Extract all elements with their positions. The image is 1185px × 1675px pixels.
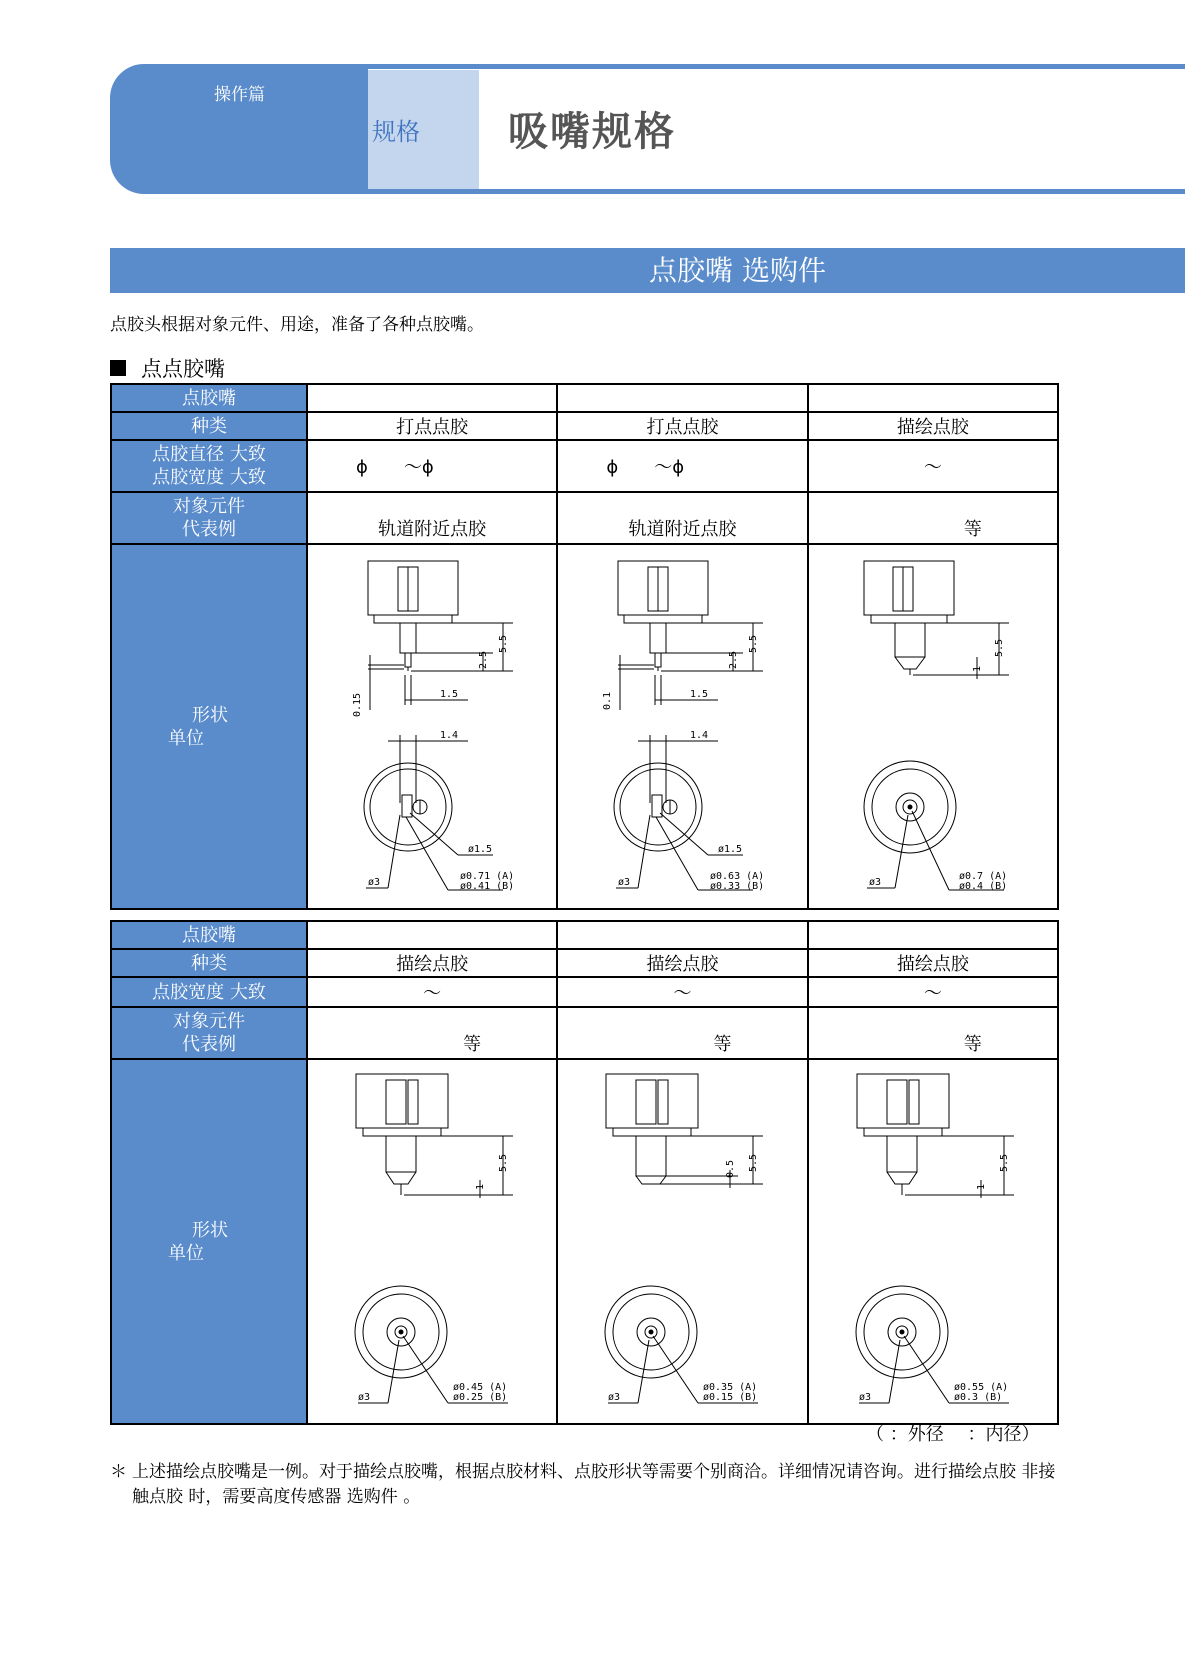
dim-height2: 2.5 (728, 650, 740, 669)
size-cell: ～ (808, 440, 1058, 492)
dim-d1: ø1.5 (718, 844, 743, 855)
dim-tip: 0.15 (352, 692, 363, 717)
dim-height: 5.5 (748, 634, 760, 653)
dim-height2: 2.5 (478, 650, 489, 669)
size-cell: ϕ ～ϕ (307, 440, 557, 492)
dim-inner: ø0.25 (B) (453, 1392, 508, 1403)
footnote-marker: ＊ (110, 1462, 127, 1482)
dim-outer: ø0.45 (A) (453, 1382, 508, 1393)
label-shape-line2: 单位 (168, 727, 204, 749)
nozzle-name-cell (808, 921, 1058, 949)
nozzle-drawing (308, 1060, 558, 1418)
target-cell: 等 (808, 1007, 1058, 1059)
nozzle-name-cell (307, 384, 557, 412)
nozzle-drawing-cell (307, 1059, 557, 1424)
target-cell: 等 (808, 492, 1058, 544)
nozzle-drawing-cell (307, 544, 557, 909)
nozzle-drawing-cell (557, 1059, 807, 1424)
kind-cell: 打点点胶 (307, 412, 557, 440)
target-cell: 等 (557, 1007, 807, 1059)
nozzle-name-cell (557, 921, 807, 949)
label-target-line2: 代表例 (182, 1034, 236, 1055)
nozzle-table-1 (110, 383, 1059, 910)
target-cell: 等 (307, 1007, 557, 1059)
dim-height2: 1 (975, 1183, 987, 1190)
dim-height: 5.5 (498, 1153, 509, 1172)
label-target (111, 492, 307, 544)
dim-height: 5.5 (498, 634, 509, 653)
label-diameter: 点胶直径 大致 (152, 444, 266, 465)
label-shape (111, 544, 307, 909)
label-target (111, 1007, 307, 1059)
dim-height2: 0.5 (725, 1159, 737, 1178)
header-category: 规格 (372, 118, 420, 146)
label-diameter-width (111, 440, 307, 492)
dim-width: 1.5 (440, 689, 459, 700)
page-title: 吸嘴规格 (508, 109, 676, 155)
label-width: 点胶宽度 大致 (152, 467, 266, 488)
size-cell: ～ (557, 977, 807, 1007)
square-bullet-icon (110, 360, 126, 376)
footnote (110, 1460, 1070, 1510)
dim-base: ø3 (858, 1392, 871, 1403)
nozzle-drawing-cell (557, 544, 807, 909)
dim-height2: 1 (971, 665, 983, 672)
size-cell: ～ (307, 977, 557, 1007)
nozzle-drawing (558, 545, 808, 903)
kind-cell: 打点点胶 (557, 412, 807, 440)
dim-width: 1.5 (690, 689, 709, 700)
nozzle-name-cell (557, 384, 807, 412)
dim-inner: ø0.15 (B) (703, 1392, 758, 1403)
nozzle-drawing-cell (808, 1059, 1058, 1424)
dim-outer: ø0.35 (A) (703, 1382, 758, 1393)
dim-height: 5.5 (993, 638, 1005, 657)
kind-cell: 描绘点胶 (307, 949, 557, 977)
dim-inner: ø0.3 (B) (953, 1392, 1002, 1403)
dim-height: 5.5 (998, 1153, 1010, 1172)
size-cell: ϕ ～ϕ (557, 440, 807, 492)
kind-cell: 描绘点胶 (557, 949, 807, 977)
size-cell: ～ (808, 977, 1058, 1007)
legend: （ ：外径 ：内径） (866, 1424, 1040, 1445)
dim-outer: ø0.63 (A) (710, 871, 765, 882)
dim-width2: 1.4 (690, 730, 709, 741)
label-nozzle: 点胶嘴 (111, 921, 307, 949)
header-section: 操作篇 (214, 85, 265, 105)
intro-text: 点胶头根据对象元件、用途，准备了各种点胶嘴。 (110, 315, 484, 335)
kind-cell: 描绘点胶 (808, 412, 1058, 440)
dim-inner: ø0.4 (B) (958, 881, 1007, 892)
dim-width2: 1.4 (440, 730, 459, 741)
target-cell: 轨道附近点胶 (557, 492, 807, 544)
dim-base: ø3 (608, 1392, 621, 1403)
subheading (110, 353, 225, 383)
nozzle-table-2 (110, 920, 1059, 1425)
dim-height2: 1 (475, 1183, 486, 1190)
label-shape (111, 1059, 307, 1424)
dim-inner: ø0.33 (B) (710, 881, 765, 892)
header-rule-bottom (368, 189, 1185, 194)
label-target-line1: 对象元件 (173, 1011, 245, 1032)
label-nozzle: 点胶嘴 (111, 384, 307, 412)
nozzle-drawing (809, 545, 1059, 903)
label-target-line1: 对象元件 (173, 496, 245, 517)
target-cell: 轨道附近点胶 (307, 492, 557, 544)
label-kind: 种类 (111, 412, 307, 440)
dim-outer: ø0.55 (A) (953, 1382, 1008, 1393)
dim-height: 5.5 (748, 1153, 760, 1172)
label-width: 点胶宽度 大致 (111, 977, 307, 1007)
label-shape-line1: 形状 (192, 1219, 228, 1241)
dim-base: ø3 (868, 877, 881, 888)
dim-outer: ø0.71 (A) (460, 871, 515, 882)
dim-base: ø3 (618, 877, 631, 888)
dim-base: ø3 (368, 877, 381, 888)
nozzle-drawing (308, 545, 558, 903)
section-band: 点胶嘴 选购件 (110, 248, 1185, 293)
kind-cell: 描绘点胶 (808, 949, 1058, 977)
dim-d1: ø1.5 (468, 844, 493, 855)
nozzle-name-cell (307, 921, 557, 949)
nozzle-drawing-cell (808, 544, 1058, 909)
header-rule-top (368, 64, 1185, 69)
dim-inner: ø0.41 (B) (460, 881, 515, 892)
label-shape-line1: 形状 (192, 704, 228, 726)
dim-tip: 0.1 (602, 691, 614, 710)
label-kind: 种类 (111, 949, 307, 977)
footnote-text: 上述描绘点胶嘴是一例。对于描绘点胶嘴，根据点胶材料、点胶形状等需要个别商洽。详细情况请咨询。进行描绘点胶 非接触点胶 时，需要高度传感器 选购件 。 (132, 1462, 1056, 1507)
nozzle-drawing (558, 1060, 808, 1418)
page-header (110, 64, 1185, 194)
subheading-text: 点点胶嘴 (141, 357, 225, 381)
dim-base: ø3 (358, 1392, 371, 1403)
nozzle-name-cell (808, 384, 1058, 412)
dim-outer: ø0.7 (A) (958, 871, 1007, 882)
label-shape-line2: 单位 (168, 1242, 204, 1264)
nozzle-drawing (809, 1060, 1059, 1418)
label-target-line2: 代表例 (182, 519, 236, 540)
